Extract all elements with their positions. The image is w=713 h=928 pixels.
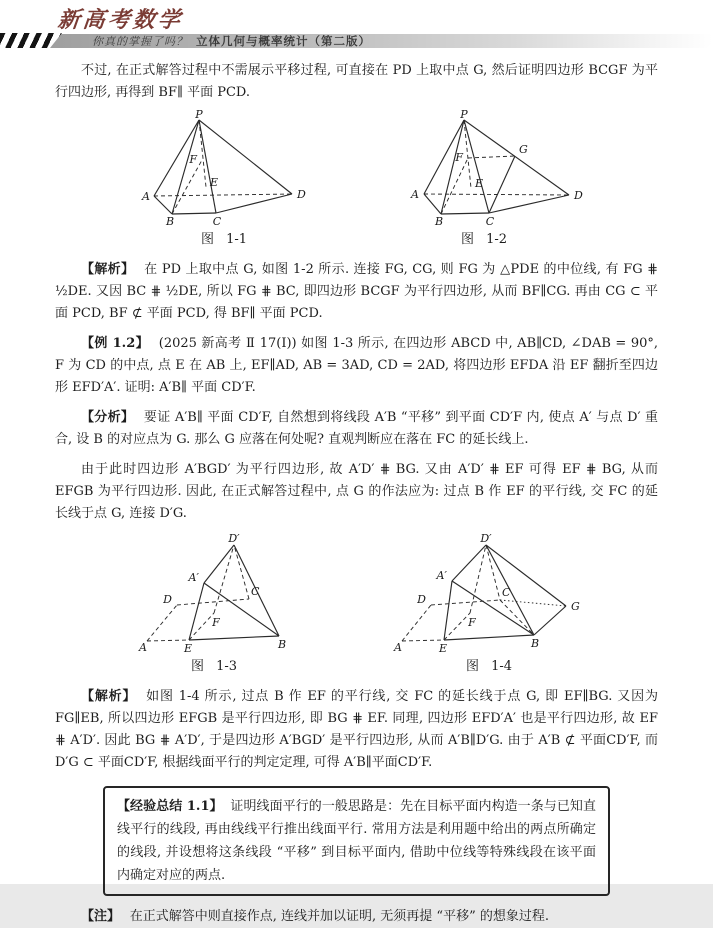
- vertex-label-G: G: [571, 600, 580, 613]
- vertex-label-F: F: [455, 151, 463, 164]
- figure-1-1-drawing: [124, 110, 324, 228]
- figure-1-4-caption: 图 1-4: [465, 659, 513, 674]
- fenxi-text: 要证 A′B∥ 平面 CD′F, 自然想到将线段 A′B “平移” 到平面 CD′F 内, 使点 A′ 与点 D′ 重合, 设 B 的对应点为 G. 那么 G 应落在何处呢? 直观判断应在落在 FC 的延长线上.: [55, 410, 658, 447]
- vertex-label-D-prime: D′: [228, 532, 240, 545]
- experience-summary-text: 证明线面平行的一般思路是：先在目标平面内构造一条与已知直线平行的线段, 再由线线平行推出线面平行. 常用方法是利用题中给出的两点所确定的线段, 并设想将这条线段 “平移” 到目标平面内, 借助中位线等特殊线段在该平面内确定对应的两点.: [117, 799, 596, 883]
- vertex-label-F: F: [189, 153, 197, 166]
- header-band: [0, 33, 713, 48]
- vertex-label-E: E: [438, 642, 448, 655]
- figure-1-3: [109, 531, 319, 678]
- paragraph-note: [55, 906, 658, 928]
- note-text: 在正式解答中则直接作点, 连线并加以证明, 无须再提 “平移” 的想象过程.: [129, 909, 549, 924]
- vertex-label-A: A: [411, 188, 419, 201]
- example-1-2-text: (2025 新高考 Ⅱ 17(I)) 如图 1-3 所示, 在四边形 ABCD 中, AB∥CD, ∠DAB = 90°, F 为 CD 的中点, 点 E 在 AB 上, EF∥AD, AB = 3AD, CD = 2AD, 将四边形 EFDA 沿 EF 翻折至四边形 EFD′A′. 证明: A′B∥ 平面 CD′F.: [55, 336, 658, 395]
- fenxi-label: 【分析】: [81, 410, 135, 425]
- vertex-label-D: D: [297, 188, 306, 201]
- figure-row-2: [55, 531, 658, 678]
- vertex-label-P: P: [195, 108, 203, 121]
- vertex-label-C: C: [251, 585, 260, 598]
- construction-of-g-text: 由于此时四边形 A′BGD′ 为平行四边形, 故 A′D′ ⋕ BG. 又由 A′D′ ⋕ EF 可得 EF ⋕ BG, 从而 EFGB 为平行四边形. 因此, 在正式解答过程中, 点 G 的作法应为: 过点 B 作 EF 的平行线, 交 FC 的延长线于点 G, 连接 D′G.: [55, 462, 658, 521]
- jiexi-2-label: 【解析】: [81, 689, 137, 704]
- vertex-label-B: B: [165, 215, 175, 228]
- header-subtitle: 立体几何与概率统计（第二版）: [196, 34, 371, 48]
- vertex-label-F: F: [212, 616, 220, 629]
- vertex-label-C: C: [212, 215, 222, 228]
- paragraph-fenxi: [55, 407, 658, 451]
- figure-1-3-drawing: [109, 531, 319, 655]
- vertex-label-A-prime: A′: [436, 569, 447, 582]
- vertex-label-A-prime: A′: [188, 571, 199, 584]
- figure-1-2-caption: 图 1-2: [460, 232, 508, 247]
- vertex-label-C: C: [485, 215, 495, 228]
- vertex-label-D: D: [417, 593, 426, 606]
- paragraph-intro-text: 不过, 在正式解答过程中不需展示平移过程, 可直接在 PD 上取中点 G, 然后证明四边形 BCGF 为平行四边形, 再得到 BF∥ 平面 PCD.: [55, 63, 658, 100]
- figure-1-1-caption: 图 1-1: [200, 232, 248, 247]
- figure-row-1: [55, 110, 658, 251]
- vertex-label-F: F: [468, 616, 476, 629]
- jiexi-1-label: 【解析】: [81, 262, 135, 277]
- vertex-label-D: D: [163, 593, 172, 606]
- experience-summary-box: [103, 786, 610, 896]
- vertex-label-B: B: [277, 638, 287, 651]
- vertex-label-B: B: [434, 215, 444, 228]
- jiexi-2-text: 如图 1-4 所示, 过点 B 作 EF 的平行线, 交 FC 的延长线于点 G, 即 EF∥BG. 又因为 FG∥EB, 所以四边形 EFGB 是平行四边形, 即 BG ⋕ EF. 同理, 四边形 EFD′A′ 也是平行四边形, 故 EF ⋕ A′D′. 因此 BG ⋕ A′D′, 于是四边形 A′BGD′ 是平行四边形, 从而 A′B∥D′G. 由于 A′B ⊄ 平面CD′F, 而 D′G ⊂ 平面CD′F, 根据线面平行的判定定理, 可得 A′B∥平面CD′F.: [55, 689, 658, 770]
- paragraph-example-1-2: [55, 333, 658, 399]
- vertex-label-A: A: [142, 190, 150, 203]
- vertex-label-D-prime: D′: [480, 532, 492, 545]
- page-header: [0, 0, 713, 48]
- experience-summary-label: 【经验总结 1.1】: [117, 799, 223, 814]
- note-label: 【注】: [81, 909, 121, 924]
- figure-1-2-drawing: [379, 110, 589, 228]
- page-body: [55, 60, 658, 928]
- series-title: 新高考数学: [56, 7, 185, 33]
- vertex-label-B: B: [530, 637, 540, 650]
- paragraph-jiexi-2: [55, 686, 658, 774]
- paragraph-construction-of-g: [55, 459, 658, 525]
- figure-1-2: [379, 110, 589, 251]
- vertex-label-E: E: [475, 177, 484, 190]
- paragraph-intro: [55, 60, 658, 104]
- vertex-label-E: E: [183, 642, 193, 655]
- figure-1-4: [374, 531, 604, 678]
- vertex-label-P: P: [460, 108, 468, 121]
- figure-1-4-drawing: [374, 531, 604, 655]
- figure-1-1: [124, 110, 324, 251]
- vertex-label-E: E: [210, 176, 219, 189]
- paragraph-jiexi-1: [55, 259, 658, 325]
- example-1-2-label: 【例 1.2】: [81, 336, 149, 351]
- vertex-label-D: D: [574, 189, 583, 202]
- header-band-bar: [50, 34, 713, 48]
- vertex-label-G: G: [519, 143, 528, 156]
- vertex-label-C: C: [502, 586, 511, 599]
- header-tagline: 你真的掌握了吗？: [92, 35, 188, 48]
- vertex-label-A: A: [139, 641, 147, 654]
- figure-1-3-caption: 图 1-3: [190, 659, 238, 674]
- jiexi-1-text: 在 PD 上取中点 G, 如图 1-2 所示. 连接 FG, CG, 则 FG 为 △PDE 的中位线, 有 FG ⋕ ½DE. 又因 BC ⋕ ½DE, 所以 FG ⋕ BC, 即四边形 BCGF 为平行四边形, 从而 BF∥CG. 再由 CG ⊂ 平面 PCD, BF ⊄ 平面 PCD, 得 BF∥ 平面 PCD.: [55, 262, 658, 321]
- vertex-label-A: A: [394, 641, 402, 654]
